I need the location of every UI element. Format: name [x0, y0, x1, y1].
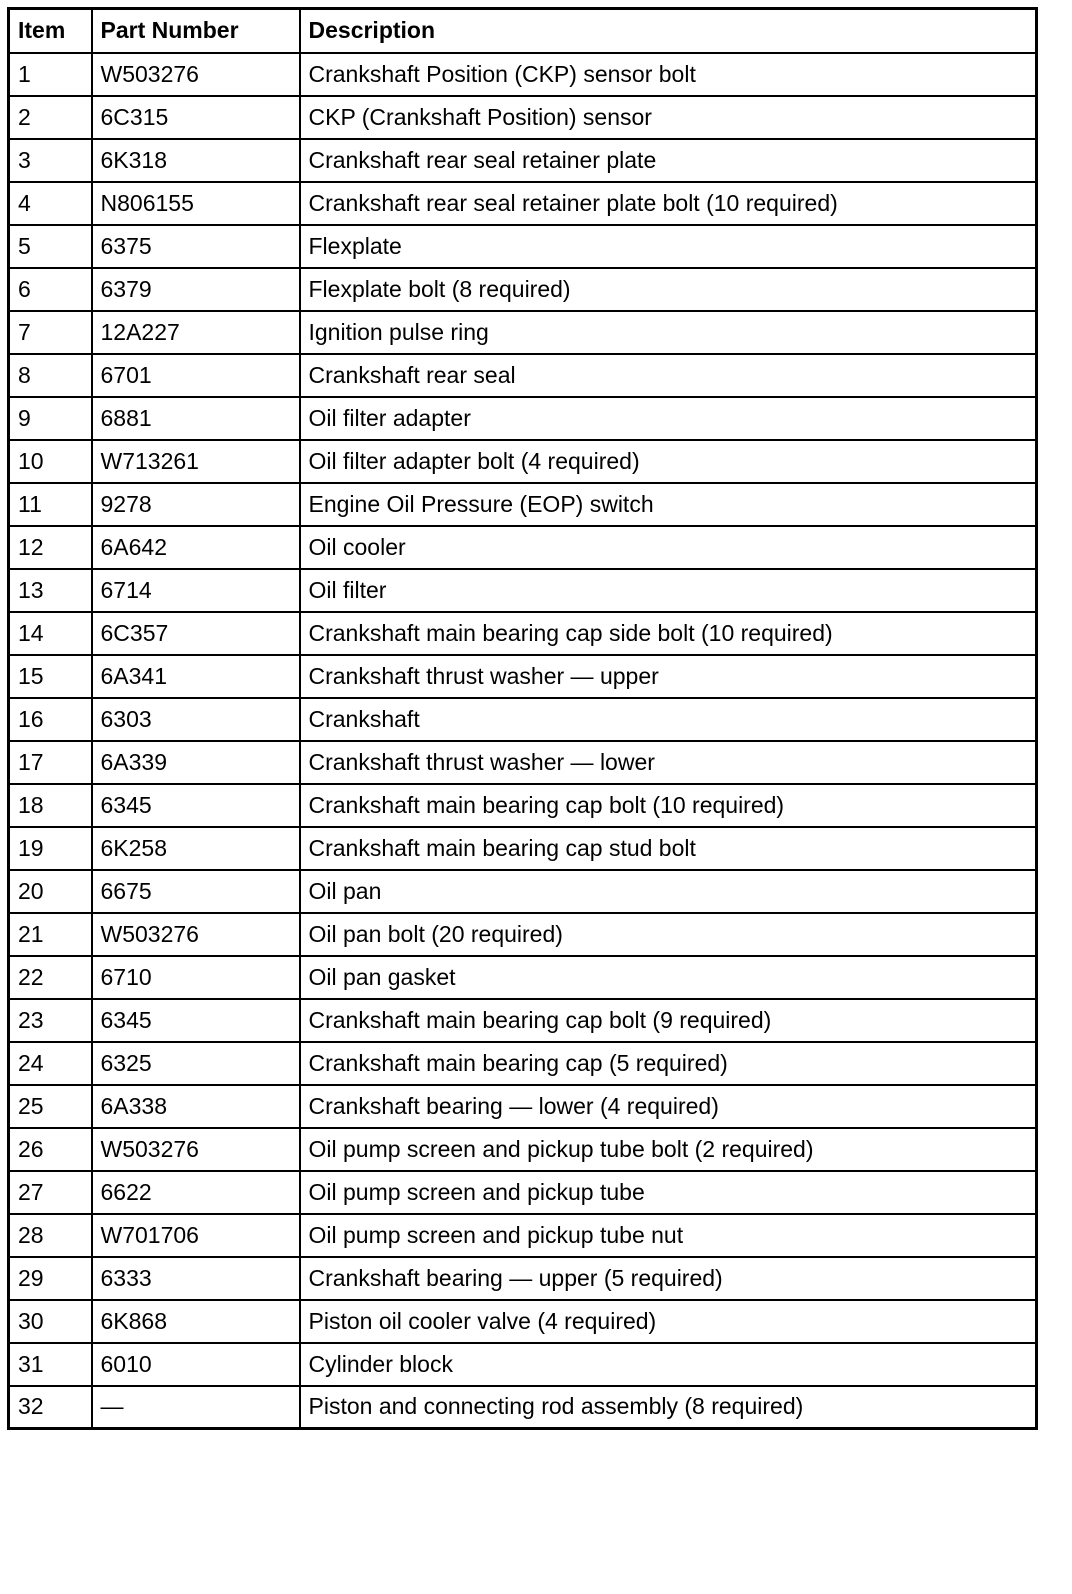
cell-description: Oil pan bolt (20 required) [300, 913, 1037, 956]
table-row [9, 397, 1037, 440]
table-row [9, 1171, 1037, 1214]
table-row [9, 698, 1037, 741]
cell-description: Piston and connecting rod assembly (8 required) [300, 1386, 1037, 1429]
cell-item: 26 [9, 1128, 92, 1171]
cell-item: 6 [9, 268, 92, 311]
cell-part-number: W503276 [92, 913, 300, 956]
cell-description: Crankshaft main bearing cap side bolt (10 required) [300, 612, 1037, 655]
cell-description: Oil pan gasket [300, 956, 1037, 999]
table-row [9, 913, 1037, 956]
cell-description: Oil pump screen and pickup tube nut [300, 1214, 1037, 1257]
table-row [9, 784, 1037, 827]
cell-item: 25 [9, 1085, 92, 1128]
cell-item: 20 [9, 870, 92, 913]
cell-description: Crankshaft rear seal retainer plate [300, 139, 1037, 182]
cell-item: 31 [9, 1343, 92, 1386]
cell-item: 10 [9, 440, 92, 483]
cell-item: 23 [9, 999, 92, 1042]
cell-description: Flexplate [300, 225, 1037, 268]
cell-item: 32 [9, 1386, 92, 1429]
cell-description: Engine Oil Pressure (EOP) switch [300, 483, 1037, 526]
cell-description: Crankshaft rear seal [300, 354, 1037, 397]
cell-item: 8 [9, 354, 92, 397]
cell-part-number: 6675 [92, 870, 300, 913]
table-row [9, 1386, 1037, 1429]
table-row [9, 96, 1037, 139]
table-row [9, 354, 1037, 397]
table-row [9, 612, 1037, 655]
cell-item: 15 [9, 655, 92, 698]
table-row [9, 182, 1037, 225]
cell-description: Oil pump screen and pickup tube bolt (2 required) [300, 1128, 1037, 1171]
table-header-row [9, 9, 1037, 53]
cell-item: 1 [9, 53, 92, 96]
cell-item: 14 [9, 612, 92, 655]
cell-description: Oil filter [300, 569, 1037, 612]
cell-part-number: 6881 [92, 397, 300, 440]
table-row [9, 827, 1037, 870]
cell-item: 4 [9, 182, 92, 225]
table-row [9, 483, 1037, 526]
cell-part-number: 6701 [92, 354, 300, 397]
cell-item: 3 [9, 139, 92, 182]
cell-part-number: 6C315 [92, 96, 300, 139]
table-row [9, 870, 1037, 913]
header-item: Item [9, 9, 92, 53]
cell-part-number: W503276 [92, 53, 300, 96]
cell-part-number: W503276 [92, 1128, 300, 1171]
cell-description: Crankshaft main bearing cap (5 required) [300, 1042, 1037, 1085]
table-row [9, 956, 1037, 999]
cell-item: 2 [9, 96, 92, 139]
cell-description: Flexplate bolt (8 required) [300, 268, 1037, 311]
cell-item: 16 [9, 698, 92, 741]
cell-part-number: 6A341 [92, 655, 300, 698]
cell-description: Piston oil cooler valve (4 required) [300, 1300, 1037, 1343]
cell-item: 18 [9, 784, 92, 827]
cell-description: Crankshaft thrust washer — upper [300, 655, 1037, 698]
cell-item: 30 [9, 1300, 92, 1343]
cell-part-number: 6622 [92, 1171, 300, 1214]
cell-part-number: — [92, 1386, 300, 1429]
table-row [9, 440, 1037, 483]
cell-item: 13 [9, 569, 92, 612]
cell-item: 7 [9, 311, 92, 354]
table-row [9, 139, 1037, 182]
table-row [9, 655, 1037, 698]
cell-description: Crankshaft main bearing cap bolt (9 required) [300, 999, 1037, 1042]
cell-item: 9 [9, 397, 92, 440]
parts-table [7, 7, 1038, 1430]
cell-item: 29 [9, 1257, 92, 1300]
cell-description: CKP (Crankshaft Position) sensor [300, 96, 1037, 139]
cell-part-number: 9278 [92, 483, 300, 526]
cell-part-number: 6A642 [92, 526, 300, 569]
cell-description: Cylinder block [300, 1343, 1037, 1386]
cell-part-number: 6A338 [92, 1085, 300, 1128]
cell-part-number: 6A339 [92, 741, 300, 784]
table-row [9, 526, 1037, 569]
cell-part-number: 6710 [92, 956, 300, 999]
cell-item: 22 [9, 956, 92, 999]
cell-part-number: 6375 [92, 225, 300, 268]
cell-description: Crankshaft bearing — upper (5 required) [300, 1257, 1037, 1300]
cell-part-number: 6379 [92, 268, 300, 311]
cell-description: Oil pan [300, 870, 1037, 913]
cell-part-number: 6010 [92, 1343, 300, 1386]
table-row [9, 741, 1037, 784]
table-row [9, 225, 1037, 268]
cell-part-number: 6K318 [92, 139, 300, 182]
table-row [9, 1042, 1037, 1085]
table-body [9, 53, 1037, 1429]
cell-item: 5 [9, 225, 92, 268]
cell-description: Crankshaft thrust washer — lower [300, 741, 1037, 784]
cell-part-number: 6303 [92, 698, 300, 741]
table-row [9, 1343, 1037, 1386]
cell-part-number: 6325 [92, 1042, 300, 1085]
cell-part-number: 6K868 [92, 1300, 300, 1343]
cell-item: 11 [9, 483, 92, 526]
cell-item: 28 [9, 1214, 92, 1257]
table-row [9, 999, 1037, 1042]
cell-part-number: N806155 [92, 182, 300, 225]
cell-item: 17 [9, 741, 92, 784]
cell-item: 21 [9, 913, 92, 956]
table-row [9, 268, 1037, 311]
cell-item: 24 [9, 1042, 92, 1085]
cell-part-number: 6C357 [92, 612, 300, 655]
cell-part-number: 6333 [92, 1257, 300, 1300]
cell-part-number: 6K258 [92, 827, 300, 870]
cell-part-number: 12A227 [92, 311, 300, 354]
cell-part-number: 6345 [92, 784, 300, 827]
cell-part-number: 6345 [92, 999, 300, 1042]
table-row [9, 53, 1037, 96]
cell-description: Crankshaft main bearing cap stud bolt [300, 827, 1037, 870]
cell-item: 12 [9, 526, 92, 569]
cell-description: Oil filter adapter [300, 397, 1037, 440]
cell-part-number: 6714 [92, 569, 300, 612]
table-row [9, 1128, 1037, 1171]
table-row [9, 311, 1037, 354]
cell-part-number: W701706 [92, 1214, 300, 1257]
cell-item: 27 [9, 1171, 92, 1214]
cell-description: Ignition pulse ring [300, 311, 1037, 354]
cell-description: Oil pump screen and pickup tube [300, 1171, 1037, 1214]
cell-description: Crankshaft Position (CKP) sensor bolt [300, 53, 1037, 96]
table-row [9, 1085, 1037, 1128]
cell-description: Crankshaft [300, 698, 1037, 741]
table-row [9, 1214, 1037, 1257]
table-row [9, 1257, 1037, 1300]
cell-item: 19 [9, 827, 92, 870]
header-part-number: Part Number [92, 9, 300, 53]
cell-description: Oil filter adapter bolt (4 required) [300, 440, 1037, 483]
cell-description: Crankshaft main bearing cap bolt (10 required) [300, 784, 1037, 827]
header-description: Description [300, 9, 1037, 53]
cell-description: Oil cooler [300, 526, 1037, 569]
cell-description: Crankshaft bearing — lower (4 required) [300, 1085, 1037, 1128]
cell-description: Crankshaft rear seal retainer plate bolt (10 required) [300, 182, 1037, 225]
cell-part-number: W713261 [92, 440, 300, 483]
table-row [9, 569, 1037, 612]
table-row [9, 1300, 1037, 1343]
